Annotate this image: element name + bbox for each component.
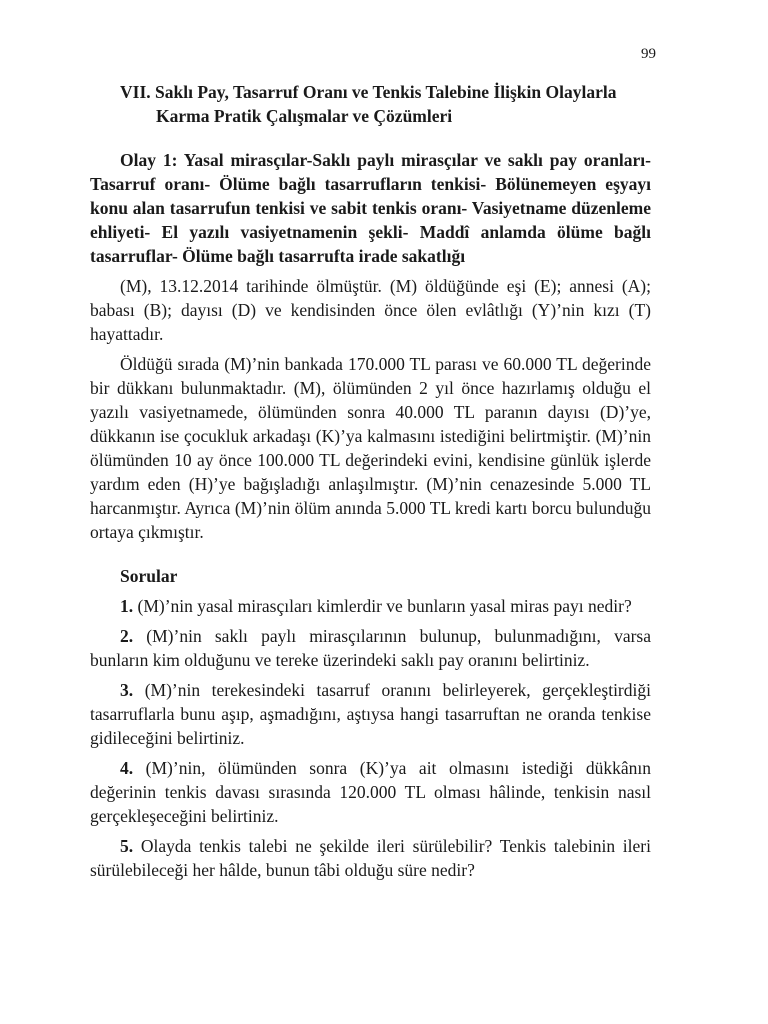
- question-item-2: [90, 624, 651, 672]
- chapter-title-line-1: VII. Saklı Pay, Tasarruf Oranı ve Tenkis Talebine İlişkin Olaylarla: [120, 82, 617, 102]
- question-item-5: [90, 834, 651, 882]
- case-paragraph-1: (M), 13.12.2014 tarihinde ölmüştür. (M) öldüğünde eşi (E); annesi (A); babası (B); dayısı (D) ve kendisinden önce ölen evlâtlığı (Y)’nin kızı (T) hayattadır.: [90, 276, 651, 344]
- question-text: Olayda tenkis talebi ne şekilde ileri sürülebilir? Tenkis talebinin ileri sürülebileceği her hâlde, bunun tâbi olduğu süre nedir?: [90, 836, 651, 880]
- question-number: 5.: [120, 836, 134, 856]
- question-item-4: [90, 756, 651, 828]
- question-item-3: [90, 678, 651, 750]
- question-number: 1.: [120, 596, 134, 616]
- question-text: (M)’nin, ölümünden sonra (K)’ya ait olmasını istediği dükkânın değerinin tenkis davası sırasında 120.000 TL olması hâlinde, tenkisin nasıl gerçekleşeceğini belirtiniz.: [90, 758, 651, 826]
- question-number: 4.: [120, 758, 134, 778]
- question-text: (M)’nin terekesindeki tasarruf oranını belirleyerek, gerçekleştirdiği tasarruflarla bunu aşıp, aşmadığını, aştıysa hangi tasarruftan ne oranda tenkise gidileceğini belirtiniz.: [90, 680, 651, 748]
- questions-heading: Sorular: [120, 566, 178, 586]
- case-paragraph-2: Öldüğü sırada (M)’nin bankada 170.000 TL parası ve 60.000 TL değerinde bir dükkanı bulunmaktadır. (M), ölümünden 2 yıl önce hazırlamış olduğu el yazılı vasiyetnamede, ölümünden sonra 40.000 TL paranın dayısı (D)’ye, dükkanın ise çocukluk arkadaşı (K)’ya kalmasını istediğini belirtmiştir. (M)’nin ölümünden 10 ay önce 100.000 TL değerindeki evini, kendisine günlük işlerde yardım eden (H)’ye bağışladığı anlaşılmıştır. (M)’nin cenazesinde 5.000 TL harcanmıştır. Ayrıca (M)’nin ölüm anında 5.000 TL kredi kartı borcu bulunduğu ortaya çıkmıştır.: [90, 354, 651, 542]
- page-number: 99: [641, 46, 656, 62]
- question-text: (M)’nin yasal mirasçıları kimlerdir ve bunların yasal miras payı nedir?: [137, 596, 632, 616]
- question-number: 2.: [120, 626, 134, 646]
- question-number: 3.: [120, 680, 134, 700]
- question-text: (M)’nin saklı paylı mirasçılarının bulunup, bulunmadığını, varsa bunların kim olduğunu ve tereke üzerindeki saklı pay oranını belirtiniz.: [90, 626, 651, 670]
- main-content: [90, 148, 651, 888]
- case-heading: Olay 1: Yasal mirasçılar-Saklı paylı mirasçılar ve saklı pay oranları- Tasarruf oranı- Ölüme bağlı tasarrufların tenkisi- Bölünemeyen eşyayı konu alan tasarrufun tenkisi ve sabit tenkis oranı- Vasiyetname düzenleme ehliyeti- El yazılı vasiyetnamenin şekli- Maddî anlamda ölüme bağlı tasarruflar- Ölüme bağlı tasarrufta irade sakatlığı: [90, 150, 651, 266]
- chapter-title-line-2: Karma Pratik Çalışmalar ve Çözümleri: [156, 106, 453, 126]
- chapter-title: [120, 80, 660, 128]
- question-item-1: [90, 594, 651, 618]
